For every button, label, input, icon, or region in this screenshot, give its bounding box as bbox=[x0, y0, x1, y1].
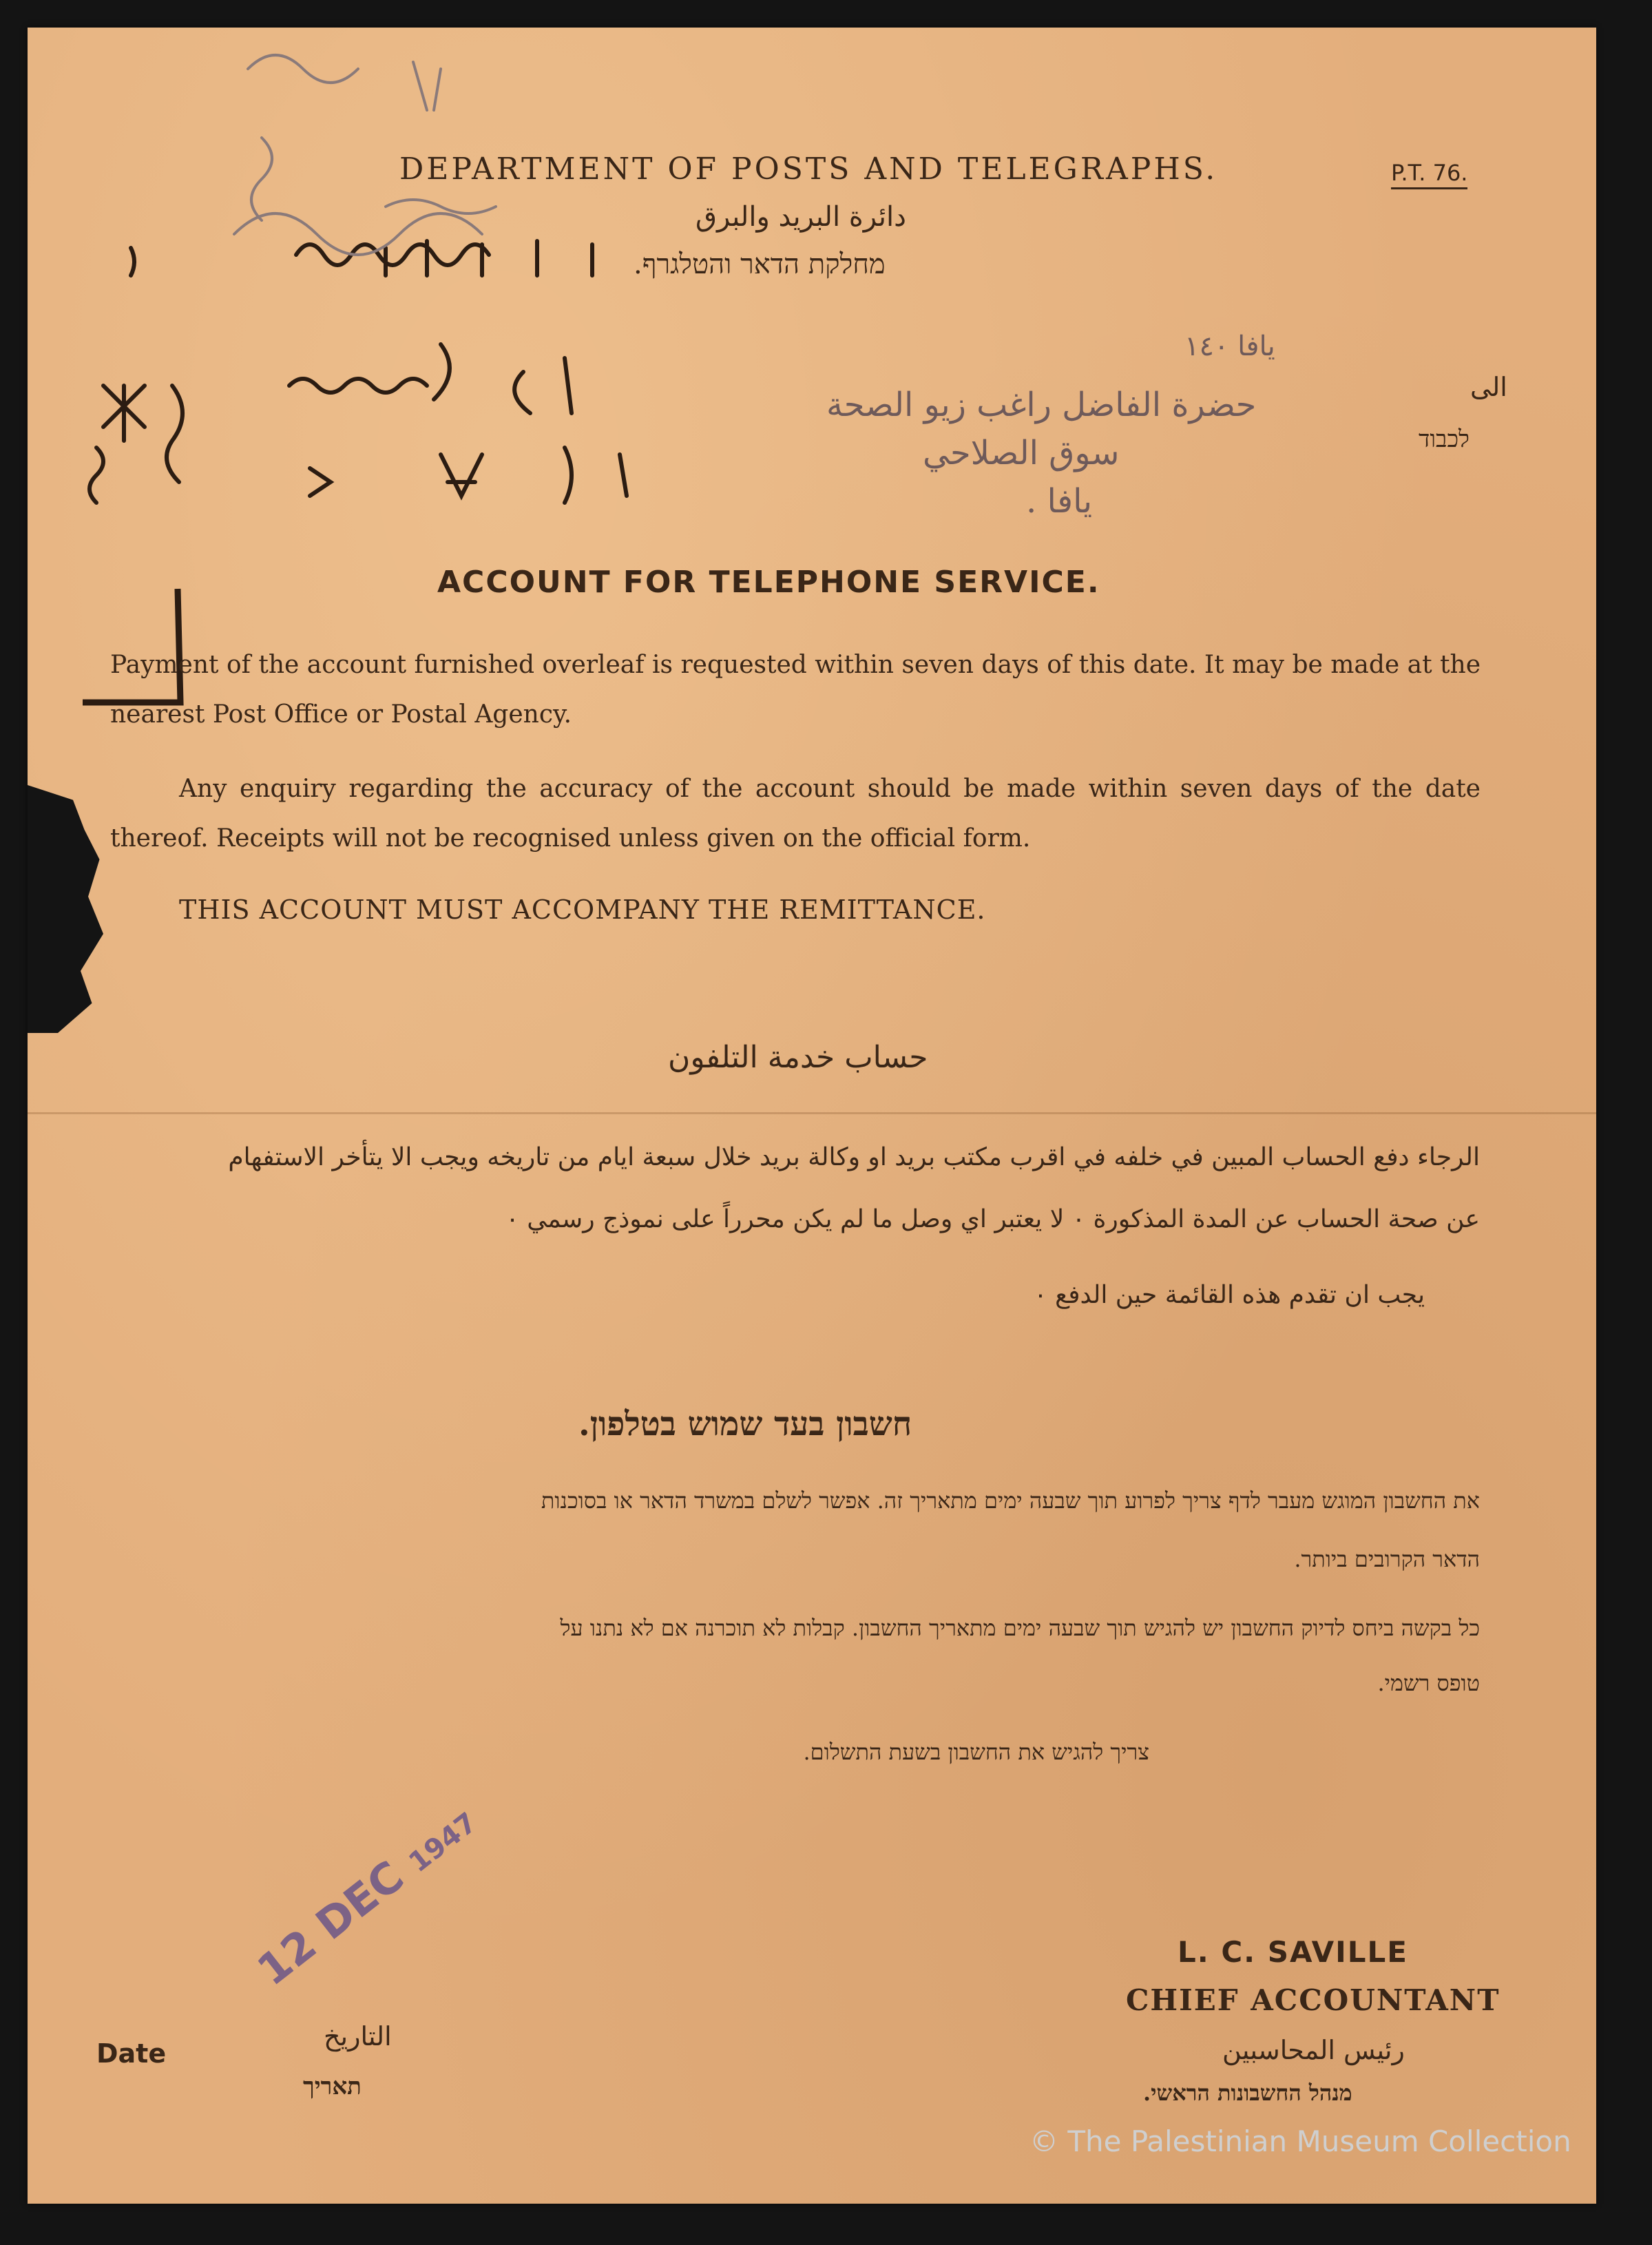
handwritten-address-name: حضرة الفاضل راغب زيو الصحة bbox=[826, 386, 1257, 424]
date-label-he: תאריך bbox=[303, 2073, 362, 2100]
payment-paragraph-he-line1: את החשבון המוגש מעבר לדף צריך לפרוע תוך שבעה ימים מתאריך זה. אפשר לשלם במשרד הדאר או בסוכנות bbox=[541, 1487, 1480, 1514]
date-label-en: Date bbox=[96, 2038, 167, 2069]
date-stamp-year: 1947 bbox=[403, 1806, 483, 1879]
signer-name: L. C. SAVILLE bbox=[1178, 1935, 1408, 1969]
signer-title-en: CHIEF ACCOUNTANT bbox=[1126, 1983, 1501, 2017]
addressee-label-ar: الى bbox=[1470, 372, 1507, 402]
department-title-he: מחלקת הדאר והטלגרף. bbox=[634, 249, 886, 280]
remittance-notice-he: צריך להגיש את החשבון בשעת התשלום. bbox=[803, 1739, 1149, 1765]
enquiry-paragraph-en: Any enquiry regarding the accuracy of the account should be made within seven days of the date thereof. Receipts will not be recognised unless given on the official form. bbox=[110, 775, 1481, 853]
date-stamp-day-month: 12 DEC bbox=[248, 1850, 413, 1996]
payment-paragraph-ar-line2: عن صحة الحساب عن المدة المذكورة ٠ لا يعتبر اي وصل ما لم يكن محرراً على نموذج رسمي ٠ bbox=[505, 1205, 1480, 1233]
signer-title-he: מנהל החשבונות הראשי. bbox=[1143, 2080, 1352, 2106]
enquiry-paragraph-he-line1: כל בקשה ביחס לדיוק החשבון יש להגיש תוך שבעה ימים מתאריך החשבון. קבלות לא תוכרנה אם לא נתנו על bbox=[560, 1615, 1480, 1641]
department-title-en: DEPARTMENT OF POSTS AND TELEGRAPHS. bbox=[399, 152, 1218, 187]
account-title-en: ACCOUNT FOR TELEPHONE SERVICE. bbox=[437, 565, 1100, 600]
handwritten-address-town: يافا . bbox=[1026, 482, 1093, 521]
signer-title-ar: رئيس المحاسبين bbox=[1222, 2035, 1405, 2065]
collection-watermark: © The Palestinian Museum Collection bbox=[1029, 2124, 1571, 2158]
department-title-ar: دائرة البريد والبرق bbox=[696, 201, 906, 233]
date-label-ar: التاريخ bbox=[324, 2021, 392, 2051]
payment-paragraph-en: Payment of the account furnished overleaf is requested within seven days of this date. It may be made at the nearest Post Office or Postal Agency. bbox=[110, 651, 1481, 729]
handwritten-address-street: سوق الصلاحي bbox=[923, 434, 1120, 472]
remittance-notice-en: THIS ACCOUNT MUST ACCOMPANY THE REMITTANCE. bbox=[179, 895, 986, 925]
payment-paragraph-ar-line1: الرجاء دفع الحساب المبين في خلفه في اقرب مكتب بريد او وكالة بريد خلال سبعة ايام من تاريخه ويجب الا يتأخر الاستفهام bbox=[228, 1143, 1480, 1171]
remittance-notice-ar: يجب ان تقدم هذه القائمة حين الدفع ٠ bbox=[1034, 1281, 1425, 1309]
addressee-label-he: לכבוד bbox=[1419, 426, 1470, 453]
account-title-ar: حساب خدمة التلفون bbox=[668, 1040, 928, 1075]
form-number: P.T. 76. bbox=[1391, 160, 1467, 189]
account-title-he: חשבון בעד שמוש בטלפון. bbox=[578, 1405, 912, 1443]
payment-paragraph-he-line2: הדאר הקרובים ביותר. bbox=[1294, 1546, 1480, 1572]
enquiry-paragraph-he-line2: טופס רשמי. bbox=[1377, 1670, 1480, 1696]
handwritten-address-city: يافا ١٤٠ bbox=[1184, 331, 1275, 362]
